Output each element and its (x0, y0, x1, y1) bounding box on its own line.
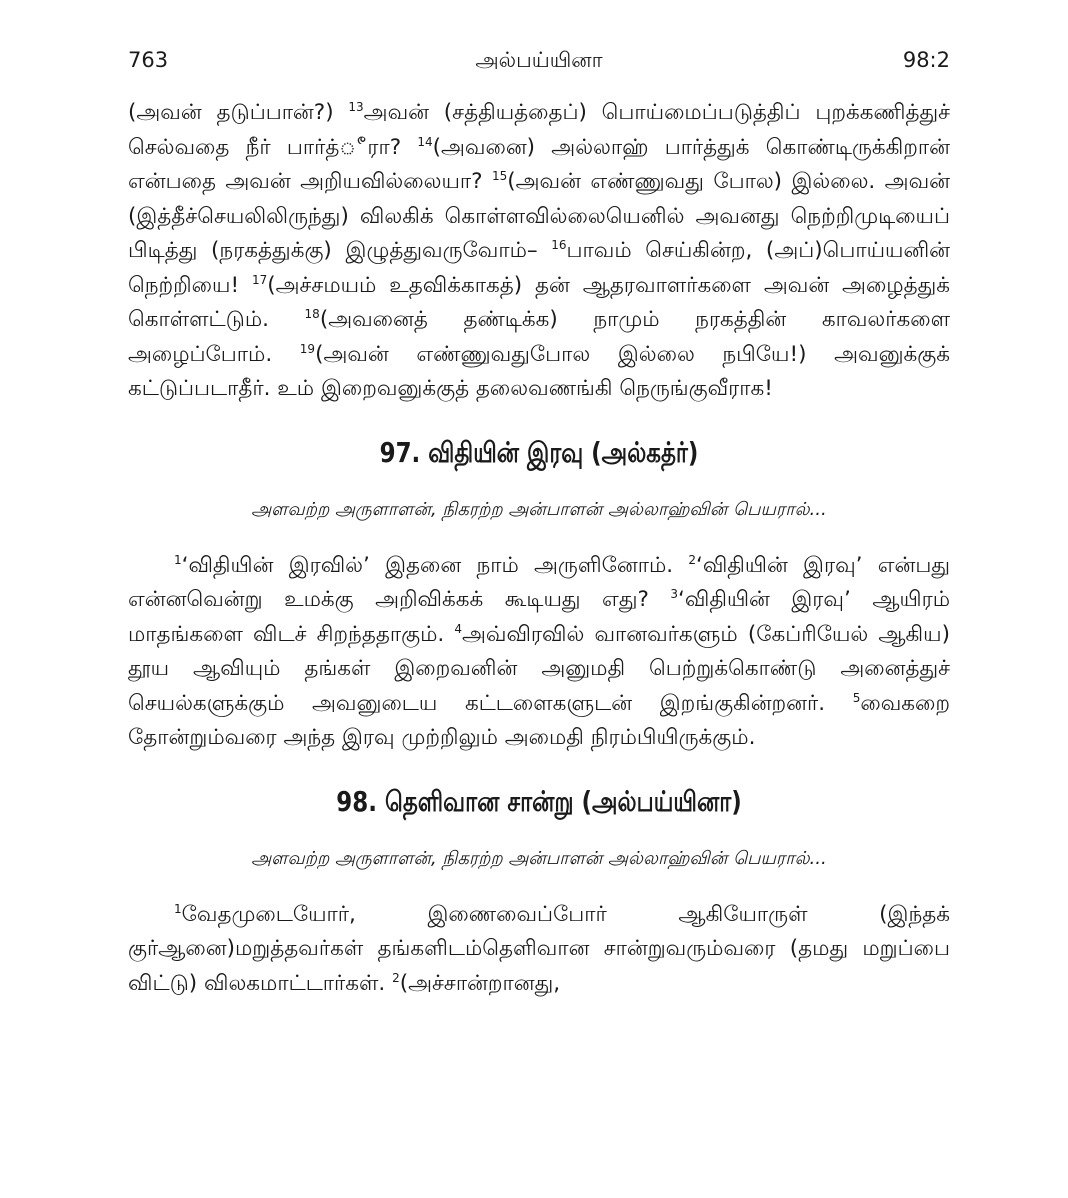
surah-97-basmala: அளவற்ற அருளாளன், நிகரற்ற அன்பாளன் அல்லாஹ்வின் பெயரால்... (251, 498, 827, 520)
verse-text: ‘விதியின் இரவு’ என்பது என்னவென்று உமக்கு அறிவிக்கக் கூடியது எது? (128, 552, 950, 612)
verse-text: பாவம் செய்கின்ற, (அப்)பொய்யனின் நெற்றியை! (128, 238, 951, 298)
verse-text: ‘விதியின் இரவில்’ இதனை நாம் அருளினோம். (181, 552, 689, 578)
verse (174, 553, 688, 578)
verse-number: 13 (348, 99, 364, 114)
surah-97-title: 97. விதியின் இரவு (அல்கத்ர்) (379, 435, 699, 469)
verse-number: 19 (299, 341, 316, 356)
verse-number: 2 (392, 970, 400, 985)
surah-98-verses-paragraph (128, 898, 950, 1002)
verse-number: 4 (454, 621, 462, 636)
verse-number: 2 (688, 552, 696, 567)
verse-text: ‘விதியின் இரவு’ ஆயிரம் மாதங்களை விடச் சிறந்ததாகும். (128, 587, 950, 647)
verse-text: (அச்சான்றானது, (399, 970, 561, 996)
verse-text: அவன் (சத்தியத்தைப்) பொய்மைப்படுத்திப் புறக்கணித்துச் செல்வதை நீர் பார்த்ீரா? (128, 100, 951, 160)
verse-number: 5 (852, 690, 861, 705)
verse-text: (அவன் எண்ணுவது போல) இல்லை. அவன் (இத்தீச்செயலிலிருந்து) விலகிக் கொள்ளவில்லையெனில் அவனது நெற்றிமுடியைப் பிடித்து (நரகத்துக்கு) இழுத்துவருவோம்– (128, 169, 951, 263)
page-number: 763 (128, 48, 169, 72)
surah-97-verses-paragraph (128, 549, 950, 756)
verse-text: (அவனைத் தண்டிக்க) நாமும் நரகத்தின் காவலர்களை அழைப்போம். (128, 307, 950, 367)
verse-number: 1 (174, 901, 182, 916)
chapter-reference: 98:2 (902, 48, 950, 72)
surah-98-title: 98. தெளிவான சான்று (அல்பய்யினா) (336, 784, 742, 818)
surah-98-basmala: அளவற்ற அருளாளன், நிகரற்ற அன்பாளன் அல்லாஹ்வின் பெயரால்... (251, 847, 827, 869)
continued-verses-paragraph (128, 96, 950, 407)
verse-number: 1 (174, 552, 182, 567)
verse-text: வைகறை தோன்றும்வரை அந்த இரவு முற்றிலும் அமைதி நிரம்பியிருக்கும். (128, 690, 950, 750)
verse-number: 3 (670, 586, 679, 601)
verse-text: (அவன் தடுப்பான்?) (128, 100, 349, 125)
verse-number: 18 (304, 306, 320, 321)
verse-number: 16 (551, 237, 567, 252)
verse-text: வேதமுடையோர், இணைவைப்போர் ஆகியோருள் (இந்தக் குர்ஆனை)மறுத்தவர்கள் தங்களிடம்தெளிவான சான்றுவரும்வரை (தமது மறுப்பை விட்டு) விலகமாட்டார்கள். (128, 901, 950, 996)
running-header (128, 40, 950, 80)
verse-number: 17 (251, 272, 268, 287)
book-page (128, 40, 950, 1001)
verse-number: 14 (417, 134, 433, 149)
verse (128, 100, 348, 125)
verse-number: 15 (491, 168, 508, 183)
verse-text: அவ்விரவில் வானவர்களும் (கேப்ரியேல் ஆகிய) தூய ஆவியும் தங்கள் இறைவனின் அனுமதி பெற்றுக்கொண்டு அனைத்துச் செயல்களுக்கும் அவனுடைய கட்டளைகளுடன் இறங்குகின்றனர். (128, 621, 950, 716)
verse-text: (அச்சமயம் உதவிக்காகத்) தன் ஆதரவாளர்களை அவன் அழைத்துக் கொள்ளட்டும். (128, 272, 950, 332)
verse-text: (அவனை) அல்லாஹ் பார்த்துக் கொண்டிருக்கிறான் என்பதை அவன் அறியவில்லையா? (128, 134, 950, 194)
running-title: அல்பய்யினா (475, 48, 603, 72)
verse (392, 971, 560, 996)
verse-text: (அவன் எண்ணுவதுபோல இல்லை நபியே!) அவனுக்குக் கட்டுப்படாதீர். உம் இறைவனுக்குத் தலைவணங்கி நெருங்குவீராக! (128, 341, 950, 401)
